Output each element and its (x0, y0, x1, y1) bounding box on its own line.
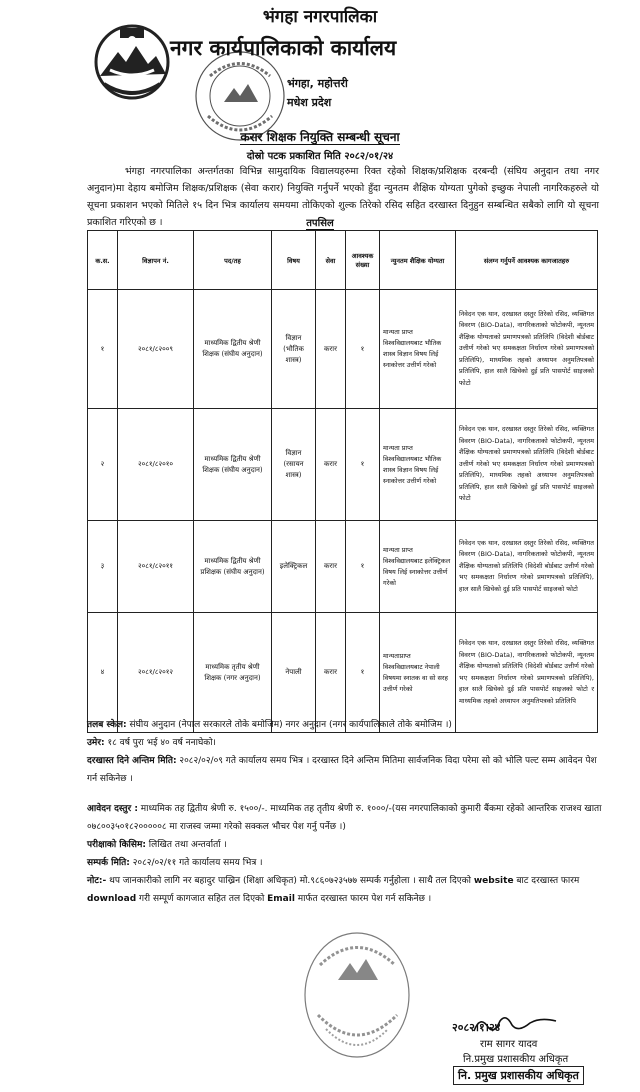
cell-adv-no: २०८१/८२०१२ (118, 613, 194, 733)
address-line-1: भंगहा, महोत्तरी (287, 77, 348, 90)
header-count: आवश्यक संख्या (346, 231, 380, 290)
cell-documents: निवेदन एक थान, दरखास्त दस्तुर तिरेको रसिद, व्यक्तिगत विवरण (BIO-Data), नागरिकताको फोटोकपी, न्यूनतम शैक्षिक योग्यताको प्रमाणपत्रको प्रतिलिपि (विदेशी बोर्डबाट उत्तीर्ण गरेको भए समकक्षता निर्धारण गरेको प्रमाणपत्रको प्रतिलिपि), माध्यमिक तहको अध्यापन अनुमतिपत्रको प्रतिलिपि, हाल सालै खिचेको दुई प्रति पासपोर्ट साइजको फोटो (456, 409, 598, 521)
notice-notes (87, 716, 607, 908)
note-text-2: बाट दरखास्त फारम (513, 876, 580, 886)
cell-qualification: मान्यता प्राप्त विश्वविद्यालयबाट भौतिक शास्त्र विज्ञान विषय लिई स्नाकोत्तर उत्तीर्ण गरेको (380, 409, 456, 521)
municipality-name: भंगहा नगरपालिका (262, 7, 378, 27)
cell-service: करार (316, 613, 346, 733)
exam-type (87, 836, 607, 854)
header-service: सेवा (316, 231, 346, 290)
cell-qualification: मान्यताप्राप्त विश्वविद्यालयबाट नेपाली विषयमा स्नातक वा सो सरह उत्तीर्ण गरेको (380, 613, 456, 733)
note-text-4: मार्फत दरखास्त फारम पेश गर्न सकिनेछ । (294, 894, 432, 904)
table-caption (0, 215, 640, 229)
signatory-title: नि.प्रमुख प्रशासकीय अधिकृत (463, 1054, 569, 1065)
cell-sn: ३ (88, 521, 118, 613)
cell-count: १ (346, 409, 380, 521)
cell-count: १ (346, 290, 380, 409)
note-text-1: थप जानकारीको लागि नर बहादुर पाख्रिन (शिक्षा अधिकृत) मो.९८६०७२३५७७ सम्पर्क गर्नुहोला । साथै तल दिएको (106, 876, 474, 886)
office-name: नगर कार्यपालिकाको कार्यालय (170, 36, 397, 60)
header-post: पद/तह (194, 231, 272, 290)
office-seal-bottom-icon (300, 925, 415, 1065)
table-row (88, 290, 598, 409)
cell-documents: निवेदन एक थान, दरखास्त दस्तुर तिरेको रसिद, व्यक्तिगत विवरण (BIO-Data), नागरिकताको फोटोकपी, न्यूनतम शैक्षिक योग्यताको प्रमाणपत्रको प्रतिलिपि (विदेशी बोर्डबाट उत्तीर्ण गरेको भए समकक्षता निर्धारण गरेको प्रमाणपत्रको प्रतिलिपि), माध्यमिक तहको अध्यापन अनुमतिपत्रको प्रतिलिपि, हाल सालै खिचेको दुई प्रति पासपोर्ट साइजको फोटो (456, 290, 598, 409)
cell-adv-no: २०८१/८२०१० (118, 409, 194, 521)
cell-sn: १ (88, 290, 118, 409)
cell-count: १ (346, 613, 380, 733)
government-emblem-icon (90, 18, 175, 103)
header-qualification: न्युनतम शैक्षिक योग्यता (380, 231, 456, 290)
application-deadline (87, 752, 607, 788)
salary-scale (87, 716, 607, 734)
age-label: उमेर: (87, 738, 105, 748)
note-website: website (473, 876, 514, 886)
note-text-3: गरी सम्पूर्ण कागजात सहित तल दिएको (136, 894, 268, 904)
address-line-2: मधेश प्रदेश (287, 96, 332, 109)
header-sn: क.स. (88, 231, 118, 290)
cell-subject: विज्ञान (भौतिक शास्त्र) (272, 290, 316, 409)
cell-documents: निवेदन एक थान, दरखास्त दस्तुर तिरेको रसिद, व्यक्तिगत विवरण (BIO-Data), नागरिकताको फोटोकपी, न्यूनतम शैक्षिक योग्यताको प्रतिलिपि (विदेशी बोर्डबाट उत्तीर्ण गरेको भए समकक्षता निर्धारण गरेको प्रमाणपत्रको प्रतिलिपि), हाल सालै खिचेको दुई प्रति पासपोर्ट साइजको फोटो (456, 521, 598, 613)
table-caption-text: तपसिल (306, 218, 334, 229)
table-row (88, 409, 598, 521)
designation-stamp: नि. प्रमुख प्रशासकीय अधिकृत (453, 1066, 584, 1085)
age-limit (87, 734, 607, 752)
cell-post: माध्यमिक द्वितीय श्रेणी शिक्षक (संघीय अनुदान) (194, 290, 272, 409)
cell-sn: २ (88, 409, 118, 521)
table-header-row (88, 231, 598, 290)
cell-qualification: मान्यता प्राप्त विश्वविद्यालयबाट भौतिक शास्त्र विज्ञान विषय लिई स्नाकोत्तर उत्तीर्ण गरेको (380, 290, 456, 409)
note-email: Email (267, 894, 295, 904)
header-adv-no: विज्ञापन नं. (118, 231, 194, 290)
signature-date: २०८२।१।२४ (452, 1021, 501, 1034)
cell-service: करार (316, 521, 346, 613)
note-label: नोट:- (87, 876, 107, 886)
signatory-name: राम सागर यादव (480, 1039, 538, 1050)
age-text: १८ वर्ष पुरा भई ४० वर्ष ननाघेको। (104, 738, 216, 748)
cell-service: करार (316, 409, 346, 521)
note-paragraph (87, 872, 607, 908)
deadline-label: दरखास्त दिने अन्तिम मिति: (87, 756, 177, 766)
cell-subject: नेपाली (272, 613, 316, 733)
cell-post: माध्यमिक द्वितीय श्रेणी प्रशिक्षक (संघीय अनुदान) (194, 521, 272, 613)
table-row (88, 613, 598, 733)
deadline-text: २०८२/०२/०९ गते कार्यालय समय भित्र । दरखास्त दिने अन्तिम मितिमा सार्वजनिक विदा परेमा सो को भोलि पल्ट सम्म आवेदन पेश गर्न सकिनेछ । (87, 756, 597, 784)
cell-subject: विज्ञान (रसायन शास्त्र) (272, 409, 316, 521)
vacancy-table (87, 230, 598, 733)
application-fee (87, 800, 607, 836)
cell-documents: निवेदन एक थान, दरखास्त दस्तुर तिरेको रसिद, व्यक्तिगत विवरण (BIO-Data), नागरिकताको फोटोकपी, न्यूनतम शैक्षिक योग्यताको प्रतिलिपि (विदेशी बोर्डबाट उत्तीर्ण गरेको भए समकक्षता निर्धारण गरेको प्रमाणपत्रको प्रतिलिपि), हाल सालै खिचेको दुई प्रति पासपोर्ट साइजको फोटो र माध्यमिक तहको अध्यापन अनुमतिपत्रको प्रतिलिपि (456, 613, 598, 733)
notice-title (0, 128, 640, 145)
cell-subject: इलेक्ट्रिकल (272, 521, 316, 613)
fee-text: माध्यमिक तह द्वितीय श्रेणी रु. १५००/-. माध्यमिक तह तृतीय श्रेणी रु. १०००/-(यस नगरपालिकाको कुमारी बैंकमा रहेको आन्तरिक राजश्व खाता ०७८००३५०१८२०००००८ मा राजस्व जम्मा गरेको सक्कल भौचर पेश गर्नु पर्नेछ ।) (87, 804, 602, 832)
contact-date (87, 854, 607, 872)
cell-service: करार (316, 290, 346, 409)
fee-label: आवेदन दस्तुर : (87, 804, 138, 814)
exam-label: परीक्षाको किसिम: (87, 840, 146, 850)
exam-text: लिखित तथा अन्तर्वार्ता । (145, 840, 227, 850)
salary-label: तलब स्केल: (87, 720, 127, 730)
cell-adv-no: २०८१/८२००९ (118, 290, 194, 409)
table-row (88, 521, 598, 613)
contact-text: २०८२/०२/११ गते कार्यालय समय भित्र । (129, 858, 263, 868)
cell-qualification: मान्यता प्राप्त विश्वविद्यालयबाट इलेक्ट्रिकल विषय लिई स्नाकोत्तर उत्तीर्ण गरेको (380, 521, 456, 613)
cell-count: १ (346, 521, 380, 613)
notice-subtitle: दोस्रो पटक प्रकाशित मिति २०८२/०१/२४ (246, 151, 394, 162)
salary-text: संघीय अनुदान (नेपाल सरकारले तोके बमोजिम) नगर अनुदान (नगर कार्यपालिकाले तोके बमोजिम ।) (126, 720, 452, 730)
header-documents: संलग्न गर्नुपर्ने आवश्यक कागजातहरु (456, 231, 598, 290)
notice-intro: भंगहा नगरपालिका अन्तर्गतका विभिन्न सामुदायिक विद्यालयहरुमा रिक्त रहेको शिक्षक/प्रशिक्षक दरबन्दी (संघिय अनुदान तथा नगर अनुदान)मा देहाय बमोजिम शिक्षक/प्रशिक्षक (सेवा करार) नियुक्ति गर्नुपर्ने भएको हुँदा न्युनतम शैक्षिक योग्यता पुगेको इच्छुक नेपाली नागरिकहरुले यो सूचना प्रकाशन भएको मितिले १५ दिन भित्र कार्यालय समयमा तोकिएको शुल्क तिरेको रसिद सहित दरखास्त दिनुहुन सम्बन्धित सबैको लागि यो सूचना प्रकाशित गरिएको छ । (87, 166, 599, 228)
contact-label: सम्पर्क मिति: (87, 858, 130, 868)
cell-adv-no: २०८१/८२०११ (118, 521, 194, 613)
header-subject: विषय (272, 231, 316, 290)
cell-post: माध्यमिक तृतीय श्रेणी शिक्षक (नगर अनुदान) (194, 613, 272, 733)
cell-sn: ४ (88, 613, 118, 733)
cell-post: माध्यमिक द्वितीय श्रेणी शिक्षक (संघीय अनुदान) (194, 409, 272, 521)
note-download: download (87, 894, 137, 904)
notice-title-text: करार शिक्षक नियुक्ति सम्बन्धी सूचना (240, 130, 400, 144)
